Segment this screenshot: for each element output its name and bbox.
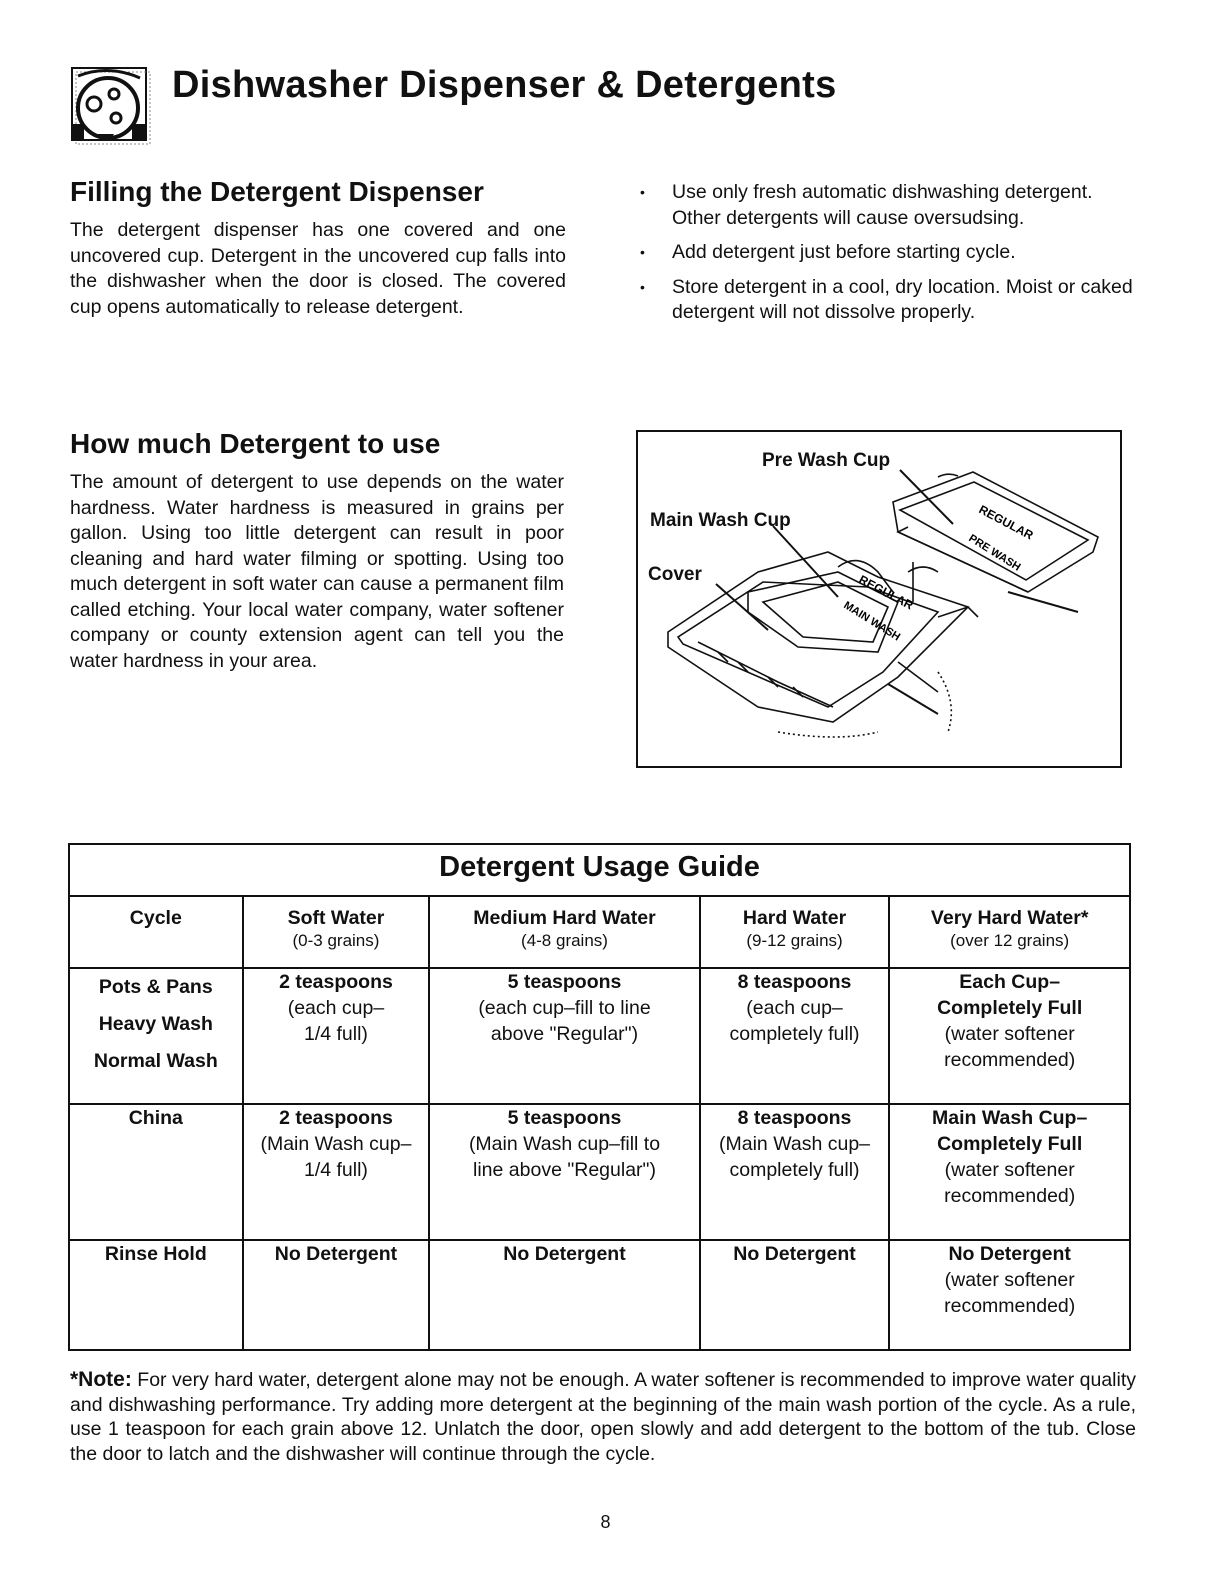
dishwasher-dispenser-icon	[70, 66, 152, 146]
regular-mark-prewash: REGULAR	[976, 502, 1036, 543]
cycle-cell: Rinse Hold	[69, 1240, 243, 1350]
prewash-mark: PRE WASH	[966, 532, 1023, 574]
tip-item: • Use only fresh automatic dishwashing detergent. Other detergents will cause oversudsing.	[636, 180, 1136, 231]
very-hard-cell: No Detergent (water softener recommended)	[889, 1240, 1130, 1350]
header-medium-hard-water: Medium Hard Water (4-8 grains)	[429, 896, 699, 968]
footnote	[70, 1368, 1136, 1466]
medium-cell: 5 teaspoons (each cup–fill to line above "Regular")	[429, 968, 699, 1104]
soft-cell: 2 teaspoons (each cup– 1/4 full)	[243, 968, 430, 1104]
very-hard-cell: Each Cup– Completely Full (water softener recommended)	[889, 968, 1130, 1104]
table-row	[69, 1240, 1130, 1350]
filling-body: The detergent dispenser has one covered and one uncovered cup. Detergent in the uncovered cup falls into the dishwasher when the door is closed. The covered cup opens automatically to release detergent.	[70, 219, 566, 318]
how-much-body: The amount of detergent to use depends on the water hardness. Water hardness is measured in grains per gallon. Using too little detergent can result in poor cleaning and hard water filming or spotting. Using too much detergent in soft water can cause a permanent film called etching. Your local water company, water softener company or county extension agent can tell you the water hardness in your area.	[70, 471, 564, 672]
guide-header-row	[69, 896, 1130, 968]
header-hard-water: Hard Water (9-12 grains)	[700, 896, 890, 968]
mainwash-cup-label: Main Wash Cup	[650, 510, 791, 531]
hard-cell: 8 teaspoons (each cup– completely full)	[700, 968, 890, 1104]
guide-title: Detergent Usage Guide	[69, 844, 1130, 896]
cover-label: Cover	[648, 564, 702, 585]
medium-cell: 5 teaspoons (Main Wash cup–fill to line above "Regular")	[429, 1104, 699, 1240]
page-number: 8	[600, 1512, 611, 1532]
cycle-cell: Pots & Pans Heavy Wash Normal Wash	[69, 968, 243, 1104]
cycle-cell: China	[69, 1104, 243, 1240]
tip-item: • Store detergent in a cool, dry location. Moist or caked detergent will not dissolve properly.	[636, 275, 1136, 326]
detergent-usage-guide	[68, 843, 1131, 1351]
footnote-label: *Note:	[70, 1368, 132, 1391]
regular-mark-mainwash: REGULAR	[856, 572, 916, 613]
tip-item: • Add detergent just before starting cycle.	[636, 240, 1136, 266]
dispenser-diagram	[636, 430, 1122, 768]
footnote-text: For very hard water, detergent alone may not be enough. A water softener is recommended to improve water quality and dishwashing performance. Try adding more detergent at the beginning of the main wash portion of the cycle. As a rule, use 1 teaspoon for each grain above 12. Unlatch the door, open slowly and add detergent to the bottom of the tub. Close the door to latch and the dishwasher will continue through the cycle.	[70, 1369, 1137, 1465]
very-hard-cell: Main Wash Cup– Completely Full (water softener recommended)	[889, 1104, 1130, 1240]
header-very-hard-water: Very Hard Water* (over 12 grains)	[889, 896, 1130, 968]
table-row	[69, 1104, 1130, 1240]
filling-heading: Filling the Detergent Dispenser	[70, 176, 484, 207]
how-much-heading: How much Detergent to use	[70, 428, 441, 459]
table-row	[69, 968, 1130, 1104]
page-title: Dishwasher Dispenser & Detergents	[172, 64, 837, 106]
header-cycle: Cycle	[69, 896, 243, 968]
soft-cell: No Detergent	[243, 1240, 430, 1350]
soft-cell: 2 teaspoons (Main Wash cup– 1/4 full)	[243, 1104, 430, 1240]
hard-cell: 8 teaspoons (Main Wash cup– completely full)	[700, 1104, 890, 1240]
mainwash-mark: MAIN WASH	[841, 599, 903, 644]
tips-list	[636, 180, 1136, 335]
header-soft-water: Soft Water (0-3 grains)	[243, 896, 430, 968]
prewash-cup-label: Pre Wash Cup	[762, 450, 891, 471]
medium-cell: No Detergent	[429, 1240, 699, 1350]
how-much-section	[70, 428, 564, 674]
hard-cell: No Detergent	[700, 1240, 890, 1350]
filling-section	[70, 176, 566, 320]
